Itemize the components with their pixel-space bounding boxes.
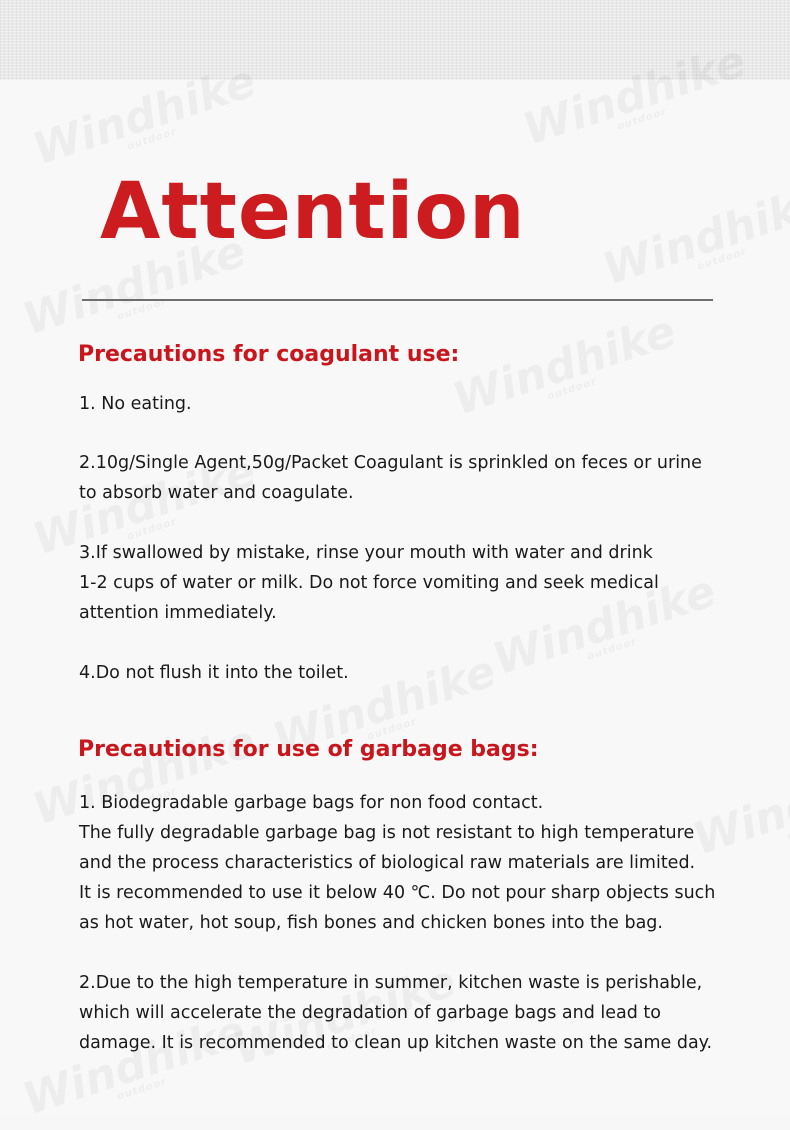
title-divider	[82, 299, 713, 301]
coagulant-item-4	[79, 658, 779, 688]
text-line: as hot water, hot soup, fish bones and chicken bones into the bag.	[79, 913, 663, 933]
text-line: 4.Do not flush it into the toilet.	[79, 663, 349, 683]
text-line: to absorb water and coagulate.	[79, 483, 354, 503]
text-line: 2.Due to the high temperature in summer, kitchen waste is perishable,	[79, 973, 703, 993]
coagulant-item-2	[79, 448, 779, 508]
text-line: It is recommended to use it below 40 ℃. Do not pour sharp objects such	[79, 883, 716, 903]
text-line: attention immediately.	[79, 603, 277, 623]
text-line: 2.10g/Single Agent,50g/Packet Coagulant is sprinkled on feces or urine	[79, 453, 702, 473]
coagulant-section-heading: Precautions for coagulant use:	[78, 342, 460, 367]
coagulant-item-3	[79, 538, 779, 628]
text-line: damage. It is recommended to clean up kitchen waste on the same day.	[79, 1033, 713, 1053]
text-line: 1-2 cups of water or milk. Do not force vomiting and seek medical	[79, 573, 659, 593]
top-fabric-band	[0, 0, 790, 80]
text-line: and the process characteristics of biological raw materials are limited.	[79, 853, 696, 873]
text-line: which will accelerate the degradation of garbage bags and lead to	[79, 1003, 662, 1023]
page-title: Attention	[100, 167, 526, 257]
text-line: 3.If swallowed by mistake, rinse your mouth with water and drink	[79, 543, 653, 563]
garbage-bag-section-heading: Precautions for use of garbage bags:	[78, 737, 539, 762]
garbage-bag-item-1	[79, 788, 779, 938]
coagulant-item-1	[79, 389, 779, 419]
text-line: The fully degradable garbage bag is not resistant to high temperature	[79, 823, 695, 843]
text-line: 1. No eating.	[79, 394, 192, 414]
garbage-bag-item-2	[79, 968, 779, 1058]
text-line: 1. Biodegradable garbage bags for non food contact.	[79, 793, 544, 813]
